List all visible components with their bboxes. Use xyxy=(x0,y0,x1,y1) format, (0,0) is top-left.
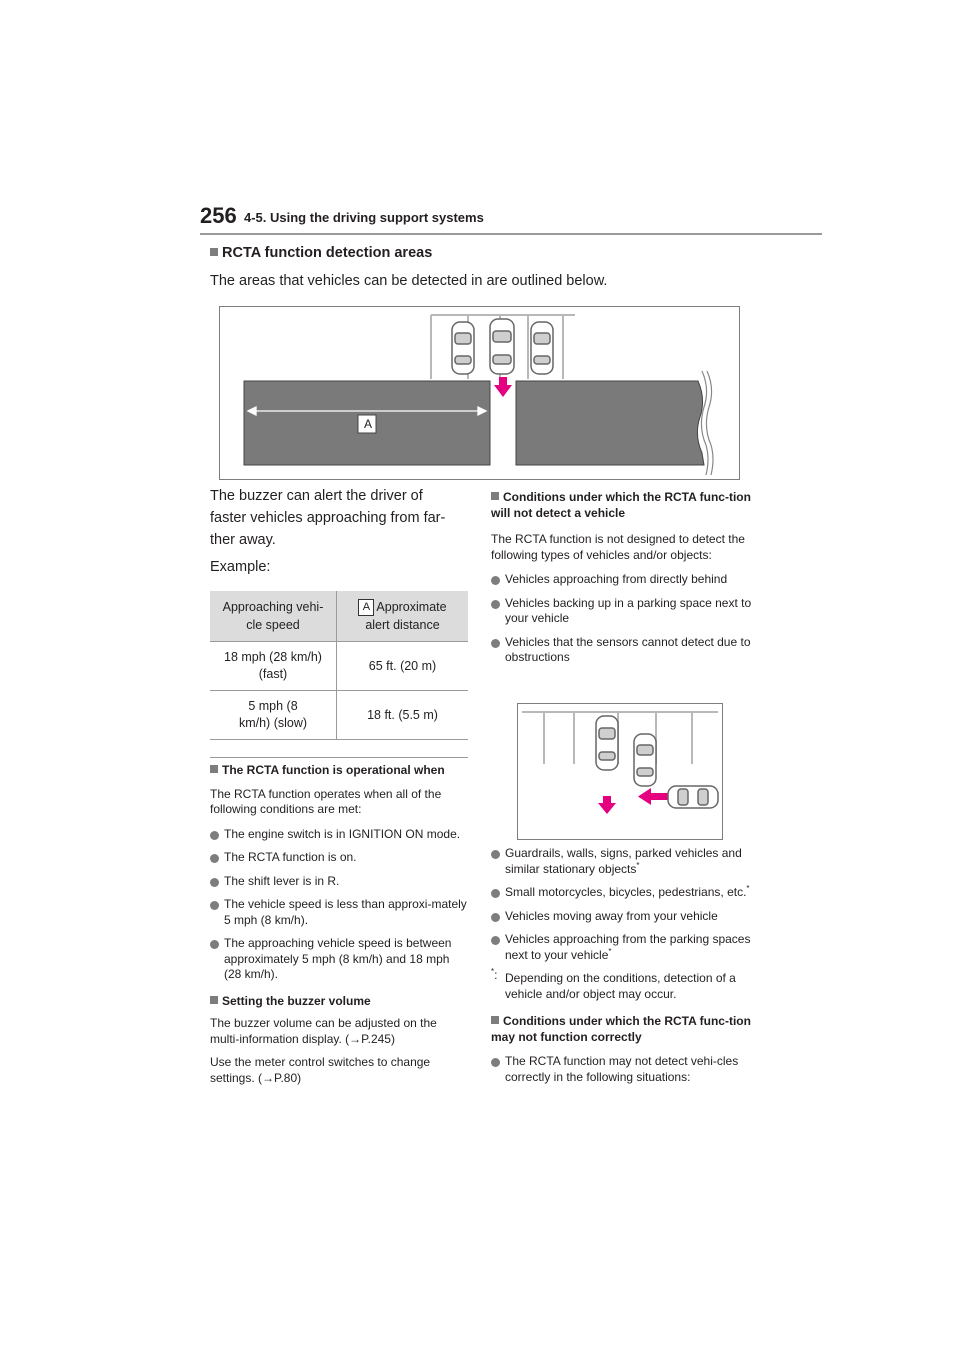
list-item: Vehicles approaching from directly behind xyxy=(491,572,753,588)
square-bullet-icon xyxy=(210,248,218,256)
detection-area-figure xyxy=(219,306,740,480)
backing-arrow-icon xyxy=(494,377,512,397)
example-label: Example: xyxy=(210,559,271,575)
right-detection-area xyxy=(516,381,704,465)
bullet-icon xyxy=(210,901,219,910)
parked-car-icon xyxy=(531,322,553,374)
square-bullet-icon xyxy=(210,765,218,773)
lead-text: The buzzer can alert the driver of faster vehicles approaching from far-ther away. xyxy=(210,488,446,548)
list-item: The engine switch is in IGNITION ON mode. xyxy=(210,827,468,843)
buzzer-text: The buzzer volume can be adjusted on the multi-information display. (→P.245) xyxy=(210,1016,437,1046)
bullet-icon xyxy=(491,1058,500,1067)
bullet-icon xyxy=(491,576,500,585)
footnote: *: Depending on the conditions, detection of a vehicle and/or object may occur. xyxy=(491,967,736,1001)
bullet-icon xyxy=(210,940,219,949)
operational-text: The RCTA function operates when all of the following conditions are met: xyxy=(210,786,442,816)
table-cell-distance: 65 ft. (20 m) xyxy=(337,642,469,691)
parked-car-icon xyxy=(452,322,474,374)
table-row xyxy=(210,691,468,740)
table-row xyxy=(210,642,468,691)
list-item: Vehicles moving away from your vehicle xyxy=(491,909,753,925)
buzzer-heading: Setting the buzzer volume xyxy=(210,994,468,1010)
intro-text: The areas that vehicles can be detected in are outlined below. xyxy=(210,273,608,289)
table-bottom-rule xyxy=(210,757,468,758)
table-header-row xyxy=(210,591,468,642)
alert-distance-table xyxy=(210,591,468,740)
not-detect-text: The RCTA function is not designed to detect the following types of vehicles and/or objects: xyxy=(491,532,745,562)
table-cell-distance: 18 ft. (5.5 m) xyxy=(337,691,469,740)
not-detect-heading: Conditions under which the RCTA func-tion will not detect a vehicle xyxy=(491,490,751,520)
own-car-icon xyxy=(490,319,514,374)
parked-car-icon xyxy=(634,734,656,786)
approach-arrow-icon xyxy=(638,788,672,805)
bullet-icon xyxy=(491,889,500,898)
left-column xyxy=(210,763,468,1086)
buzzer-text: Use the meter control switches to change settings. (→P.80) xyxy=(210,1055,431,1085)
table-header-speed: Approaching vehi-cle speed xyxy=(210,591,337,642)
table-cell-speed: 18 mph (28 km/h) (fast) xyxy=(210,642,337,691)
list-item: The RCTA function is on. xyxy=(210,850,468,866)
header-rule xyxy=(200,233,822,235)
list-item: Vehicles that the sensors cannot detect due to obstructions xyxy=(491,635,753,666)
label-a-badge: A xyxy=(358,599,374,616)
obstruction-figure xyxy=(517,703,723,840)
square-bullet-icon xyxy=(491,1016,499,1024)
page-number: 256 xyxy=(200,203,237,228)
list-item: Small motorcycles, bicycles, pedestrians, etc.* xyxy=(491,885,753,901)
operational-heading: The RCTA function is operational when xyxy=(210,763,468,779)
approaching-car-icon xyxy=(668,786,718,808)
square-bullet-icon xyxy=(491,492,499,500)
bullet-icon xyxy=(210,854,219,863)
own-car-icon xyxy=(596,716,618,770)
bullet-icon xyxy=(210,831,219,840)
bullet-icon xyxy=(491,936,500,945)
figure-label-a: A xyxy=(363,417,372,431)
incorrect-heading: Conditions under which the RCTA func-tion may not function correctly xyxy=(491,1014,751,1044)
section-title: 4-5. Using the driving support systems xyxy=(244,210,484,225)
list-item: The shift lever is in R. xyxy=(210,874,468,890)
backing-arrow-icon xyxy=(598,796,616,814)
right-column-top xyxy=(491,490,753,666)
bullet-icon xyxy=(491,639,500,648)
table-cell-speed: 5 mph (8 km/h) (slow) xyxy=(210,691,337,740)
square-bullet-icon xyxy=(210,996,218,1004)
list-item: The approaching vehicle speed is between approximately 5 mph (8 km/h) and 18 mph (28 km/h). xyxy=(210,936,468,983)
bullet-icon xyxy=(210,878,219,887)
bullet-icon xyxy=(491,850,500,859)
list-item: The vehicle speed is less than approxi-mately 5 mph (8 km/h). xyxy=(210,897,468,928)
bullet-icon xyxy=(491,913,500,922)
list-item: Guardrails, walls, signs, parked vehicles and similar stationary objects* xyxy=(491,846,753,877)
detection-areas-heading: RCTA function detection areas xyxy=(210,245,432,261)
right-column-bottom xyxy=(491,846,753,1085)
list-item: The RCTA function may not detect vehi-cles correctly in the following situations: xyxy=(491,1054,753,1085)
bullet-icon xyxy=(491,600,500,609)
list-item: Vehicles backing up in a parking space next to your vehicle xyxy=(491,596,753,627)
list-item: Vehicles approaching from the parking spaces next to your vehicle* xyxy=(491,932,753,963)
table-header-distance: A Approximate alert distance xyxy=(337,591,469,642)
